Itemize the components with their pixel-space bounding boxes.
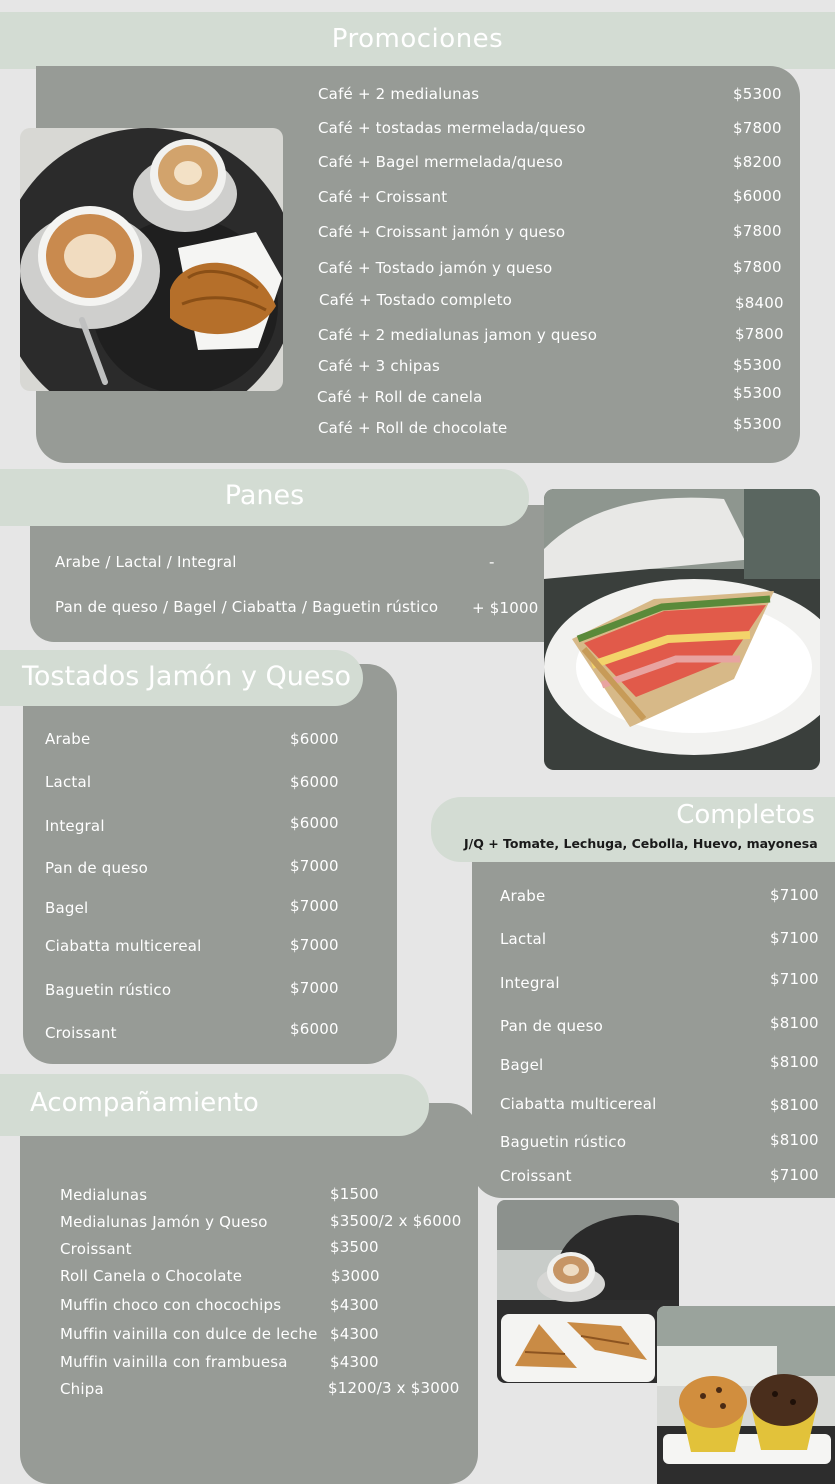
acomp-item-price: $3500/2 x $6000	[330, 1212, 462, 1230]
tostados-item-price: $7000	[290, 897, 339, 915]
completos-item-name: Ciabatta multicereal	[500, 1095, 657, 1113]
tostados-item-price: $6000	[290, 1020, 339, 1038]
promo-item-price: $5300	[733, 85, 782, 103]
promo-item-price: $7800	[735, 325, 784, 343]
promo-item-price: $7800	[733, 258, 782, 276]
tostados-item-name: Bagel	[45, 899, 89, 917]
panes-title: Panes	[224, 480, 305, 511]
tostados-item-name: Pan de queso	[45, 859, 149, 877]
tostados-item-name: Integral	[45, 817, 105, 835]
tostados-item-name: Ciabatta multicereal	[45, 937, 202, 955]
acomp-item-price: $1200/3 x $3000	[328, 1379, 460, 1397]
promo-item-name: Café + Croissant	[318, 188, 448, 206]
promo-item-name: Café + Bagel mermelada/queso	[318, 153, 564, 171]
tostados-item-price: $6000	[290, 773, 339, 791]
tostados-item-name: Croissant	[45, 1024, 117, 1042]
acomp-item-name: Medialunas Jamón y Queso	[60, 1213, 268, 1231]
completos-item-price: $8100	[770, 1053, 819, 1071]
completos-title: Completos	[676, 800, 815, 830]
coffee-croissant-photo	[20, 128, 283, 391]
completos-item-price: $7100	[770, 929, 819, 947]
completos-item-name: Croissant	[500, 1167, 572, 1185]
completos-item-price: $7100	[770, 970, 819, 988]
promo-item-price: $8400	[735, 294, 784, 312]
completos-item-name: Bagel	[500, 1056, 544, 1074]
promo-item-name: Café + 2 medialunas	[318, 85, 480, 103]
completos-item-name: Baguetin rústico	[500, 1133, 627, 1151]
promo-item-name: Café + Tostado jamón y queso	[318, 259, 553, 277]
completos-item-price: $7100	[770, 886, 819, 904]
acomp-item-name: Chipa	[60, 1380, 104, 1398]
panes-item-name: Arabe / Lactal / Integral	[55, 553, 237, 571]
acomp-item-price: $1500	[330, 1185, 379, 1203]
tostados-title: Tostados Jamón y Queso	[22, 661, 352, 692]
completos-item-price: $8100	[770, 1014, 819, 1032]
completos-item-name: Pan de queso	[500, 1017, 604, 1035]
promo-item-price: $5300	[733, 384, 782, 402]
completos-item-name: Lactal	[500, 930, 547, 948]
promo-item-name: Café + Roll de canela	[317, 388, 483, 406]
acomp-item-name: Muffin vainilla con dulce de leche	[60, 1325, 318, 1343]
acomp-item-name: Croissant	[60, 1240, 132, 1258]
completos-subtitle: J/Q + Tomate, Lechuga, Cebolla, Huevo, mayonesa	[464, 836, 818, 851]
acomp-item-price: $4300	[330, 1296, 379, 1314]
sandwich-photo	[544, 489, 820, 770]
coffee-pastry-photo	[497, 1200, 679, 1383]
completos-item-price: $7100	[770, 1166, 819, 1184]
acomp-item-price: $3500	[330, 1238, 379, 1256]
tostados-item-price: $7000	[290, 979, 339, 997]
panes-item-price: -	[489, 553, 495, 571]
acomp-item-name: Muffin vainilla con frambuesa	[60, 1353, 288, 1371]
tostados-item-price: $6000	[290, 814, 339, 832]
promo-item-price: $5300	[733, 356, 782, 374]
acomp-item-name: Muffin choco con chocochips	[60, 1296, 282, 1314]
panes-item-price: + $1000	[472, 599, 539, 617]
promo-item-name: Café + Croissant jamón y queso	[318, 223, 566, 241]
panes-item-name: Pan de queso / Bagel / Ciabatta / Baguetin rústico	[55, 598, 439, 616]
promo-item-price: $6000	[733, 187, 782, 205]
completos-item-name: Integral	[500, 974, 560, 992]
completos-item-name: Arabe	[500, 887, 546, 905]
acomp-item-price: $4300	[330, 1353, 379, 1371]
promo-item-price: $5300	[733, 415, 782, 433]
tostados-item-price: $6000	[290, 730, 339, 748]
acomp-item-name: Medialunas	[60, 1186, 148, 1204]
tostados-item-price: $7000	[290, 936, 339, 954]
completos-item-price: $8100	[770, 1131, 819, 1149]
promo-item-name: Café + 2 medialunas jamon y queso	[318, 326, 598, 344]
acompanamiento-title: Acompañamiento	[30, 1088, 259, 1118]
promo-item-price: $7800	[733, 119, 782, 137]
promo-item-price: $7800	[733, 222, 782, 240]
tostados-item-name: Arabe	[45, 730, 91, 748]
promo-item-name: Café + tostadas mermelada/queso	[318, 119, 586, 137]
completos-item-price: $8100	[770, 1096, 819, 1114]
promo-item-name: Café + 3 chipas	[318, 357, 441, 375]
tostados-item-name: Baguetin rústico	[45, 981, 172, 999]
promo-item-name: Café + Roll de chocolate	[318, 419, 508, 437]
acomp-item-name: Roll Canela o Chocolate	[60, 1267, 243, 1285]
tostados-item-price: $7000	[290, 857, 339, 875]
promociones-title: Promociones	[331, 24, 504, 54]
promo-item-name: Café + Tostado completo	[319, 291, 513, 309]
muffins-photo	[657, 1306, 835, 1484]
tostados-item-name: Lactal	[45, 773, 92, 791]
acompanamiento-panel	[20, 1103, 478, 1484]
promo-item-price: $8200	[733, 153, 782, 171]
acomp-item-price: $3000	[331, 1267, 380, 1285]
acomp-item-price: $4300	[330, 1325, 379, 1343]
